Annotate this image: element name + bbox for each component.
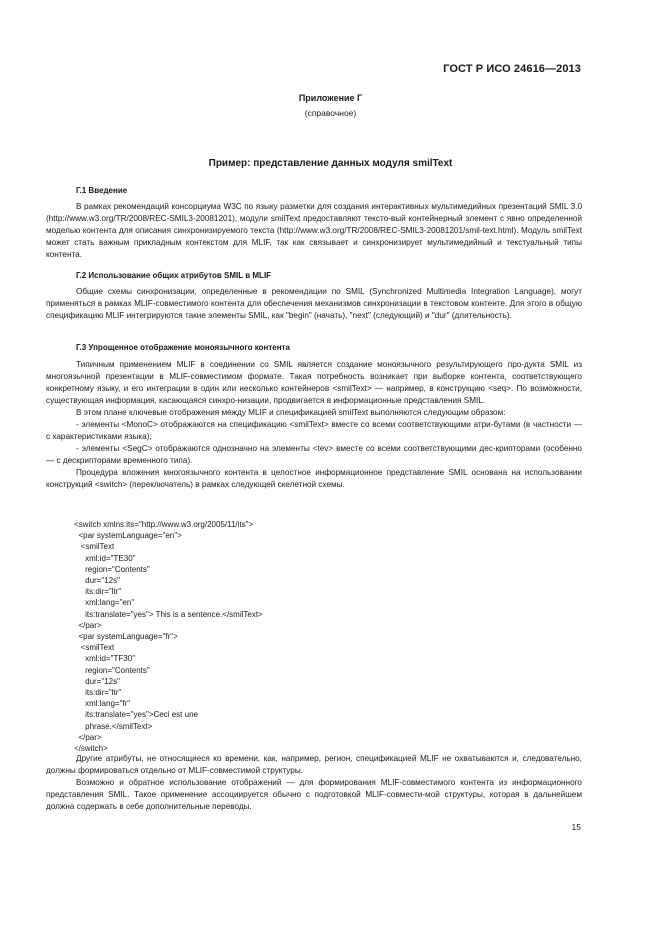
code-line: its:dir="ltr"	[74, 688, 122, 698]
section-g3-tail	[46, 753, 582, 813]
section-g1-body	[46, 201, 582, 261]
paragraph: В рамках рекомендаций консорциума W3C по языку разметки для создания интерактивных мультимедийных презентаций SMIL 3.0 (http://www.w3.org/TR/2008/REC-SMIL3-20081201), модули smilText предоставляют тексто-вый контейнерный элемент с явно определенной моделью контента для описания синхронизируемого текста (http://www.w3.org/TR/2008/REC-SMIL3-20081201/smil-text.html). Модуль smilText может стать важным прикладным контекстом для MLIF, так как связывает и синхронизирует мультимедийный и текстуальный типы контента.	[46, 202, 582, 259]
code-line: <par systemLanguage="fr">	[74, 632, 178, 642]
code-line: its:translate="yes"> This is a sentence.</smilText>	[74, 609, 263, 619]
code-line: <smilText	[74, 542, 115, 552]
code-line: xml:id="TF30"	[74, 654, 136, 664]
code-line: xml:lang="en"	[74, 598, 135, 608]
paragraph: Общие схемы синхронизации, определенные в рекомендации по SMIL (Synchronized Multimedia Integration Language), могут применяться в рамках MLIF-совместимого контента для обеспечения механизмов синхронизации в текстовом контенте. Для этого в общую спецификацию MLIF интегрируются такие элементы SMIL, как "begin" (начать), "next" (следующий) и "dur" (длительность).	[46, 287, 582, 320]
section-heading-g2: Г.2 Использование общих атрибутов SMIL в MLIF	[76, 271, 272, 280]
paragraph: Другие атрибуты, не относящиеся ко времени, как, например, регион, спецификацией MLIF не охватываются и, следовательно, должны формироваться отдельно от MLIF-совместимой структуры.	[46, 754, 582, 775]
code-line: </par>	[74, 732, 102, 742]
code-listing	[74, 519, 263, 754]
appendix-title: Приложение Г	[298, 93, 363, 103]
code-line: phrase.</smilText>	[74, 721, 153, 731]
page-number: 15	[571, 822, 581, 832]
code-line: dur="12s"	[74, 576, 120, 586]
section-heading-g3: Г.3 Упрощенное отображение моноязычного контента	[76, 343, 290, 352]
document-title: Пример: представление данных модуля smilText	[208, 158, 453, 169]
code-line: its:dir="ltr"	[74, 587, 122, 597]
code-line: its:translate="yes">Ceci est une	[74, 710, 198, 720]
code-line: </par>	[74, 620, 102, 630]
list-item: - элементы <MonoC> отображаются на спецификацию <smilText> вместе со всеми соответствующими атри-бутами (в частности — с характеристиками языка);	[46, 420, 582, 441]
paragraph: Возможно и обратное использование отображений — для формирования MLIF-совместимого контента из информационного представления SMIL. Такое применение ассоциируется обычно с подготовкой MLIF-совмести-мой структуры, которая в дальнейшем должна содержать в себе дополнительные переводы.	[46, 778, 582, 811]
section-g2-body	[46, 286, 582, 322]
standard-number: ГОСТ Р ИСО 24616—2013	[443, 63, 581, 75]
paragraph: Типичным применением MLIF в соединении со SMIL является создание моноязычного результирующего про-дукта SMIL из многоязычной презентации в MLIF-совместимом формате. Такая потребность возникает при выборке контента, соответствующего конкретному языку, и его интеграции в один или несколько контейнеров <smilText> — например, в конструкцию <seq>. По возможности, существующая информация, касающаяся синхро-низации, продвигается в информационные представления SMIL.	[46, 360, 582, 405]
section-g3-body	[46, 359, 582, 491]
code-line: <par systemLanguage="en">	[74, 531, 182, 541]
section-heading-g1: Г.1 Введение	[76, 186, 128, 195]
code-line: xml:id="TE30"	[74, 553, 136, 563]
code-line: region="Contents"	[74, 665, 150, 675]
code-line: </switch>	[74, 744, 108, 754]
code-line: <switch xmlns:its="http://www.w3.org/2005/11/its">	[74, 520, 254, 529]
code-line: xml:lang="fr"	[74, 699, 131, 709]
paragraph: В этом плане ключевые отображения между MLIF и спецификацией smilText выполняются следующим образом:	[76, 408, 506, 417]
list-item: - элементы <SegC> отображаются однозначно на элементы <tev> вместе со всеми соответствующими дес-крипторами (особенно — с дескрипторами временного типа).	[46, 444, 582, 465]
appendix-subtitle: (справочное)	[304, 108, 357, 118]
code-line: <smilText	[74, 643, 115, 653]
code-line: dur="12s"	[74, 676, 120, 686]
code-line: region="Contents"	[74, 564, 150, 574]
paragraph: Процедура вложения многоязычного контента в целостное информационное представление SMIL основана на использовании конструкций <switch> (переключатель) в рамках следующей скелетной схемы.	[46, 468, 582, 489]
